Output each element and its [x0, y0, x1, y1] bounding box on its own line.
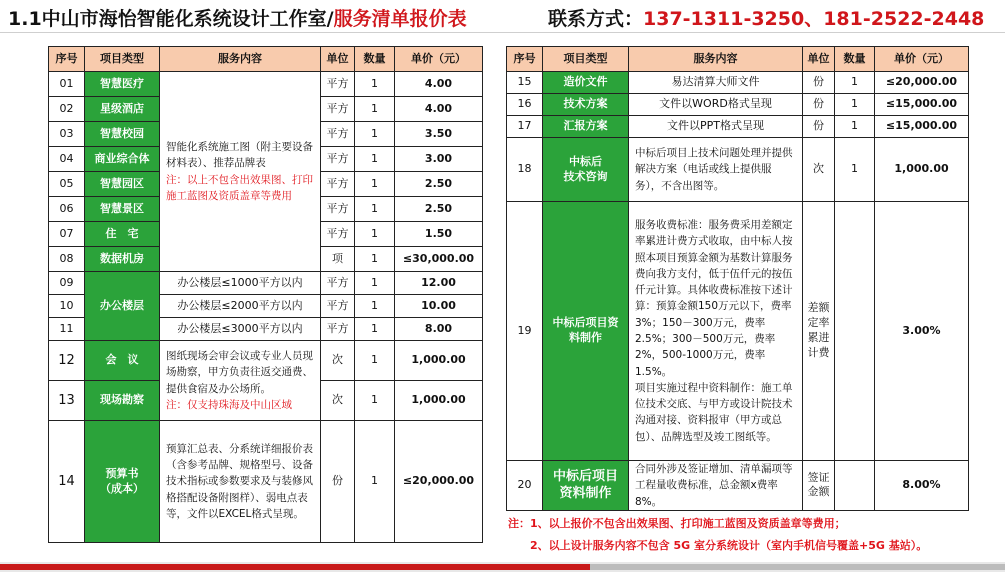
row-price: ≤15,000.00	[875, 116, 969, 138]
table-header-row	[507, 47, 969, 72]
row20-unit: 签证金额	[803, 461, 835, 511]
row-price: 8.00%	[875, 461, 969, 511]
row-qty: 1	[355, 197, 395, 222]
note-line-2: 2、以上设计服务内容不包含 5G 室分系统设计（室内手机信号覆盖+5G 基站）。	[530, 539, 928, 552]
col-header-content: 服务内容	[629, 47, 803, 72]
row-no: 18	[507, 138, 543, 202]
row-content: 文件以WORD格式呈现	[629, 94, 803, 116]
row-price: 3.50	[395, 122, 483, 147]
row-price: 1,000.00	[395, 381, 483, 421]
row-price: 1,000.00	[875, 138, 969, 202]
row20-qty-empty	[835, 461, 875, 511]
row-qty: 1	[355, 172, 395, 197]
row-unit: 次	[321, 381, 355, 421]
table-row	[507, 116, 969, 138]
row-type	[543, 461, 629, 511]
row18-content: 中标后项目上技术问题处理并提供解决方案（电话或线上提供服务），不含出图等。	[629, 138, 803, 202]
row-qty: 1	[835, 138, 875, 202]
row-no: 19	[507, 202, 543, 461]
row-unit: 份	[803, 116, 835, 138]
table-row	[49, 341, 483, 381]
col-header-unit: 单位	[321, 47, 355, 72]
row-content: 办公楼层≤3000平方以内	[160, 318, 321, 341]
contact-label: 联系方式：	[548, 8, 644, 30]
row-no: 07	[49, 222, 85, 247]
row-qty: 1	[355, 97, 395, 122]
row-type: 汇报方案	[543, 116, 629, 138]
row-unit: 平方	[321, 272, 355, 295]
row-qty: 1	[835, 116, 875, 138]
row-qty: 1	[355, 272, 395, 295]
table-header-row	[49, 47, 483, 72]
page-header	[8, 4, 998, 30]
row-no: 14	[49, 421, 85, 543]
meeting-content-note: 注：仅支持珠海及中山区域	[166, 398, 292, 411]
row-type: 现场勘察	[85, 381, 160, 421]
table-row	[507, 202, 969, 461]
row-type	[543, 138, 629, 202]
row-type: 造价文件	[543, 72, 629, 94]
page-title-highlight: 服务清单报价表	[333, 8, 467, 30]
row20-type-line1: 中标后项目	[552, 468, 618, 484]
row19-content-p2: 项目实施过程中资料制作：施工单位技术交底、与甲方或设计院技术沟通对接、资料报审（甲方或总包）、品牌选型及竣工图纸等。	[635, 381, 793, 443]
row-qty: 1	[355, 381, 395, 421]
row-price: ≤30,000.00	[395, 247, 483, 272]
table-row	[507, 461, 969, 511]
row-price: 4.00	[395, 97, 483, 122]
row-content: 易达清算大师文件	[629, 72, 803, 94]
col-header-price: 单价（元）	[875, 47, 969, 72]
row-price: ≤20,000.00	[395, 421, 483, 543]
row-price: 4.00	[395, 72, 483, 97]
bottom-decor-bar	[0, 562, 1005, 572]
row-qty: 1	[355, 421, 395, 543]
row-no: 13	[49, 381, 85, 421]
quote-table-right	[506, 46, 969, 511]
row-price: 10.00	[395, 295, 483, 318]
row-price: 2.50	[395, 197, 483, 222]
row-no: 05	[49, 172, 85, 197]
row-no: 15	[507, 72, 543, 94]
row-content: 文件以PPT格式呈现	[629, 116, 803, 138]
row-qty: 1	[355, 72, 395, 97]
col-header-content: 服务内容	[160, 47, 321, 72]
office-type-cell: 办公楼层	[85, 272, 160, 341]
row-qty: 1	[355, 122, 395, 147]
budget-content: 预算汇总表、分系统详细报价表（含参考品牌、规格型号、设备技术指标或参数要求及与装修风格搭配设备附图样）、弱电点表等，文件以EXCEL格式呈现。	[160, 421, 321, 543]
row20-content: 合同外涉及签证增加、清单漏项等工程量收费标准，总金额x费率8%。	[629, 461, 803, 511]
table-row	[49, 421, 483, 543]
col-header-type: 项目类型	[543, 47, 629, 72]
row-unit: 次	[803, 138, 835, 202]
row-price: ≤15,000.00	[875, 94, 969, 116]
col-header-qty: 数量	[355, 47, 395, 72]
merged-content-text: 智能化系统施工图（附主要设备材料表）、推荐品牌表	[166, 140, 313, 170]
col-header-price: 单价（元）	[395, 47, 483, 72]
row-unit: 份	[803, 94, 835, 116]
row-price: 1.50	[395, 222, 483, 247]
row-unit: 平方	[321, 295, 355, 318]
row-unit: 平方	[321, 122, 355, 147]
row-no: 03	[49, 122, 85, 147]
table-row	[507, 94, 969, 116]
row-type: 星级酒店	[85, 97, 160, 122]
row-unit: 平方	[321, 72, 355, 97]
row-unit: 份	[321, 421, 355, 543]
row19-qty-empty	[835, 202, 875, 461]
row-unit: 次	[321, 341, 355, 381]
row-price: 3.00%	[875, 202, 969, 461]
meeting-content-text: 图纸现场会审会议或专业人员现场勘察，甲方负责往返交通费、提供食宿及办公场所。	[166, 349, 313, 395]
row-qty: 1	[355, 222, 395, 247]
table-row	[49, 272, 483, 295]
row-price: ≤20,000.00	[875, 72, 969, 94]
row19-unit: 差额定率累进计费	[803, 202, 835, 461]
row-no: 02	[49, 97, 85, 122]
row-no: 09	[49, 272, 85, 295]
row-type	[85, 421, 160, 543]
row-type: 智慧景区	[85, 197, 160, 222]
budget-type-line1: 预算书	[105, 466, 139, 480]
meeting-content-cell	[160, 341, 321, 421]
footer-notes	[508, 513, 927, 557]
row-unit: 项	[321, 247, 355, 272]
row-qty: 1	[355, 341, 395, 381]
row-no: 17	[507, 116, 543, 138]
row-qty: 1	[835, 94, 875, 116]
row-type: 数据机房	[85, 247, 160, 272]
row-price: 2.50	[395, 172, 483, 197]
row18-type-line2: 技术咨询	[563, 169, 608, 183]
header-divider	[0, 32, 1005, 33]
row-type: 智慧校园	[85, 122, 160, 147]
row-unit: 份	[803, 72, 835, 94]
row20-type-line2: 资料制作	[559, 486, 612, 502]
merged-content-cell	[160, 72, 321, 272]
row-price: 12.00	[395, 272, 483, 295]
merged-content-note: 注：以上不包含出效果图、打印施工蓝图及资质盖章等费用	[166, 173, 313, 202]
row-type: 技术方案	[543, 94, 629, 116]
page-title: 1.1中山市海怡智能化系统设计工作室/	[8, 8, 334, 30]
contact-phones: 137-1311-3250、181-2522-2448	[643, 8, 985, 30]
col-header-no: 序号	[507, 47, 543, 72]
row-price: 8.00	[395, 318, 483, 341]
table-row	[507, 72, 969, 94]
table-row	[507, 138, 969, 202]
col-header-no: 序号	[49, 47, 85, 72]
row-unit: 平方	[321, 97, 355, 122]
row-no: 06	[49, 197, 85, 222]
row-type: 智慧园区	[85, 172, 160, 197]
row-type: 住 宅	[85, 222, 160, 247]
row-qty: 1	[355, 295, 395, 318]
col-header-unit: 单位	[803, 47, 835, 72]
row18-type-line1: 中标后	[569, 154, 602, 168]
row-unit: 平方	[321, 147, 355, 172]
budget-type-line2: （成本）	[100, 481, 144, 495]
row-unit: 平方	[321, 172, 355, 197]
row-qty: 1	[355, 247, 395, 272]
row-unit: 平方	[321, 197, 355, 222]
row-qty: 1	[835, 72, 875, 94]
row-content: 办公楼层≤1000平方以内	[160, 272, 321, 295]
row19-content-p1: 服务收费标准：服务费采用差额定率累进计费方式收取，由中标人按照本项目预算金额为基数计算服务费向我方支付，低于伍仟元的按伍仟元计算。具体收费标准按下述计算：预算金额150万元以下，费率3%；150－300万元，费率2.5%；300－500万元，费率2%，500-1000万元，费率1.5%。	[635, 219, 793, 378]
row-unit: 平方	[321, 318, 355, 341]
row-content: 办公楼层≤2000平方以内	[160, 295, 321, 318]
row-price: 1,000.00	[395, 341, 483, 381]
row-no: 01	[49, 72, 85, 97]
table-row	[49, 72, 483, 97]
row-no: 12	[49, 341, 85, 381]
row-unit: 平方	[321, 222, 355, 247]
row-no: 10	[49, 295, 85, 318]
col-header-type: 项目类型	[85, 47, 160, 72]
quote-table-left	[48, 46, 483, 543]
row19-type-line1: 中标后项目资	[552, 316, 619, 330]
note-line-1: 注：1、以上报价不包含出效果图、打印施工蓝图及资质盖章等费用；	[508, 517, 846, 530]
row-type: 智慧医疗	[85, 72, 160, 97]
bottom-bar-grey-segment	[590, 564, 1005, 570]
row-no: 11	[49, 318, 85, 341]
row-no: 08	[49, 247, 85, 272]
row-price: 3.00	[395, 147, 483, 172]
col-header-qty: 数量	[835, 47, 875, 72]
row-qty: 1	[355, 147, 395, 172]
row19-content	[629, 202, 803, 461]
row-no: 04	[49, 147, 85, 172]
row-qty: 1	[355, 318, 395, 341]
row-no: 16	[507, 94, 543, 116]
row-type: 会 议	[85, 341, 160, 381]
row-no: 20	[507, 461, 543, 511]
contact-info	[548, 4, 984, 31]
row19-type-line2: 料制作	[569, 331, 602, 344]
row-type: 商业综合体	[85, 147, 160, 172]
row-type	[543, 202, 629, 461]
